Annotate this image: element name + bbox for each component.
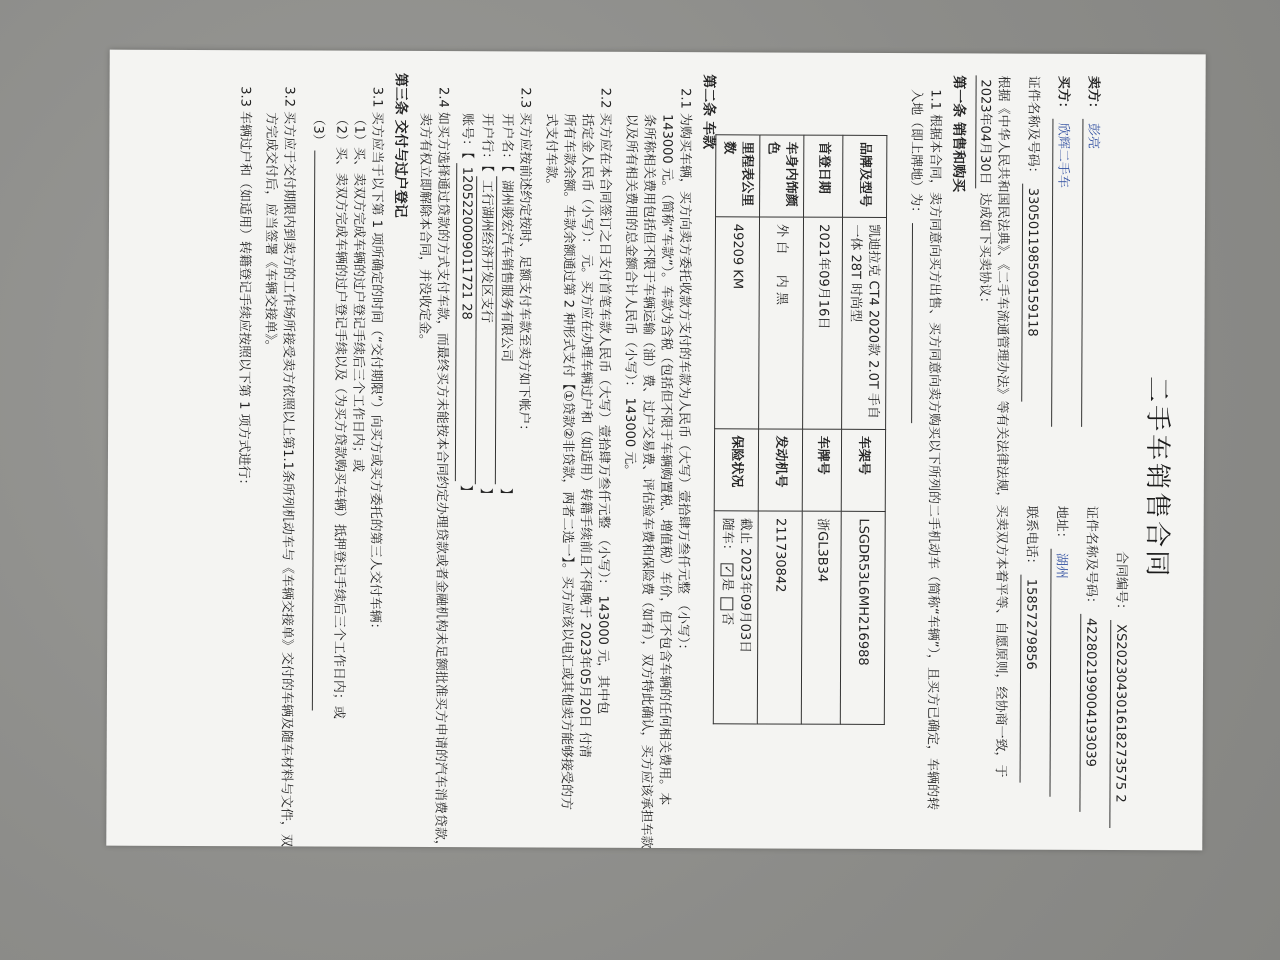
article2-clause2-line3: 所有车款余额。车款余额通过第 2 种形式支付【①贷款②非贷款，两者二选一】。买方应该以电汇或其他卖方能够接受的方 (558, 113, 577, 811)
color-exterior: 外 白 (773, 223, 790, 255)
insurance-follow-label: 随车： (719, 517, 735, 557)
bank-name-row (495, 113, 515, 501)
insurance-value (713, 511, 758, 724)
insurance-label: 保险状况 (714, 429, 758, 512)
contract-number-label: 合同编号： (1113, 550, 1129, 617)
mileage-label: 里程表公里数 (715, 135, 759, 218)
insurance-no-label: 否 (719, 612, 735, 626)
buyer-row (1052, 76, 1072, 427)
buyer-phone-row (1020, 506, 1040, 783)
bank-name-label: 开户名：【 (499, 113, 515, 172)
insurance-end-date: 截止 2023年09月03日 (736, 517, 753, 654)
article3-clause1: 3.1 买方应当于以下第 1 项所确定的时间（“交付期限”）向买方或买方委托的第三人交付车辆： (367, 86, 385, 636)
article3-clause2-line1: 3.2 买方应于交付期限内到卖方的工作场所接受卖方依照以上第1.1条所列机动车与《车辆交接单》交付的车辆及随车材料与文件，双 (278, 86, 297, 847)
buyer-id-label: 证件名称及号码： (1025, 75, 1041, 180)
insurance-yes-label: 是 (719, 577, 735, 591)
plate-value: 浙GL3B34 (801, 512, 841, 725)
vehicle-info-table (713, 134, 888, 725)
seller-id-label: 证件名称及号码： (1083, 505, 1099, 610)
table-row (757, 135, 804, 724)
contract-paper (106, 50, 1205, 851)
intro-paragraph (972, 75, 1011, 827)
table-row (840, 135, 887, 724)
article3-clause1-option1: （1）买、卖双方完成车辆的过户登记手续后三个工作日内；或 (349, 112, 367, 473)
vin-label: 车架号 (841, 429, 885, 512)
bank-name-value: 湖州骏宏汽车销售服务有限公司 (495, 176, 515, 484)
seller-row (1082, 76, 1102, 427)
bank-account-label: 账号：【 (459, 113, 475, 159)
buyer-phone-value: 15857279856 (1020, 575, 1039, 783)
color-label: 车身内饰颜色 (759, 135, 803, 218)
color-interior: 内 黑 (773, 274, 789, 305)
mileage-value: 49209 KM (714, 217, 759, 429)
article2-title: 第二条 车款 (700, 74, 717, 150)
buyer-id-value: 330501198509159118 (1022, 184, 1041, 402)
article2-clause3: 2.3 买方应按前述约定按时、足额支付车款至卖方如下帐户： (516, 87, 533, 438)
article3-clause1-option3-label: （3） (310, 112, 326, 147)
intro-end-text: 达成如下买卖协议： (977, 192, 993, 310)
checkbox-empty-icon (721, 597, 734, 610)
reg-date-label: 首登日期 (803, 135, 842, 218)
article3-title: 第三条 交付与过户登记 (392, 72, 409, 218)
bank-branch-value: 工行湖州经济开发区支行 (475, 176, 495, 484)
article2-clause1-line2: 143000 元。（简称“车款”）。车款为含税（包括但不限于车辆购置税、增值税）车价，但不包含车辆的任何相关费用。本 (656, 114, 675, 806)
article2-clause2-line1: 2.2 买方应在本合同签订之日支付首笔车款人民币（大写）壹拾肆万叁仟元整 （小写）： 143000 元，其中包 (594, 87, 613, 715)
seller-label: 卖方： (1085, 75, 1101, 115)
bank-account-bracket: 】 (457, 484, 473, 499)
seller-name: 彭亮 (1082, 119, 1102, 427)
intro-text: 根据《中华人民共和国民法典》、《二手车流通管理办法》等有关法律法规，买卖双方本着平等、自愿原则，经协商一致，于 (992, 75, 1011, 778)
article1-clause1 (904, 89, 943, 819)
contract-title: 二手车销售合同 (1141, 376, 1173, 580)
buyer-address-value: 湖州 (1050, 549, 1070, 797)
checkbox-checked-icon: ✓ (721, 563, 734, 576)
bank-account-row (455, 113, 475, 498)
contract-number-value: XS202304301618273575 2 (1110, 620, 1129, 828)
bank-branch-label: 开户行：【 (479, 113, 495, 172)
article1-title: 第一条 销售和购买 (950, 75, 967, 193)
contract-number (1110, 551, 1130, 828)
bank-account-value: 1205220009011721 28 (455, 163, 475, 481)
article2-clause1-line3: 条所称相关费用包括但不限于车辆运输（油）费、过户交易费、评估验车费和保险费（如有），双方特此确认，买方应该承担车款 (638, 113, 657, 849)
reg-date-value: 2021年09月16日 (802, 218, 842, 430)
insurance-follow (718, 518, 736, 718)
article2-clause1-line1: 2.1 为购买车辆，买方向卖方委托收款方支付的车款为人民币（大写）壹拾肆万叁仟元整 （小写）： (675, 88, 693, 657)
brand-value: 凯迪拉克 CT4 2020款 2.0T 手自一体 28T 时尚型 (841, 218, 886, 430)
color-value (758, 217, 803, 429)
brand-label: 品牌及型号 (842, 135, 886, 218)
table-row (801, 135, 843, 724)
buyer-phone-label: 联系电话： (1023, 505, 1039, 571)
buyer-label: 买方： (1055, 75, 1071, 115)
article3-clause2-line2: 方完成交付后，应当签署《车辆交接单》。 (262, 112, 279, 353)
intro-date: 2023年04月30日 (975, 75, 994, 188)
seller-id-row (1080, 506, 1100, 812)
seller-id-value: 422802199004193039 (1080, 614, 1099, 812)
vin-value: LSGDR53L6MH216988 (840, 512, 885, 725)
article2-clause2-line2: 括定金人民币（小写）： 元。买方应在办理车辆过户和（如适用）转籍手续前且不得晚于 2023年05月20日 付清 (576, 113, 595, 758)
engine-value: 211730842 (757, 511, 802, 724)
table-row (713, 135, 760, 724)
contract-document (176, 72, 1179, 853)
article3-clause1-option2: （2）买、卖双方完成车辆的过户登记手续以及（为买方贷款购买车辆）抵押登记手续后三个工作日内；或 (330, 112, 349, 719)
bank-name-bracket: 】 (497, 488, 513, 502)
article3-clause1-option3 (306, 112, 327, 710)
bank-branch-row (475, 113, 495, 501)
article2-clause4-line1: 2.4 如买方选择通过贷款的方式支付车款，而最终买方未能按本合同约定办理贷款或者金融机构未足额批准买方申请的汽车消费贷款， (432, 87, 451, 853)
buyer-name: 欣辉二手车 (1052, 119, 1072, 427)
buyer-address-row (1050, 506, 1070, 797)
buyer-address-label: 地址： (1053, 505, 1069, 545)
article2-clause1-line4: 以及所有相关费用的总金额合计人民币（小写）： 143000 元。 (621, 113, 639, 478)
buyer-id-row (1022, 76, 1042, 402)
engine-label: 发动机号 (758, 429, 802, 512)
article3-clause3: 3.3 车辆过户和（如适用）转籍登记手续应按照以下第 1 项方式进行： (235, 86, 253, 492)
transfer-location-blank (912, 223, 926, 423)
bank-branch-bracket: 】 (477, 488, 493, 502)
article1-clause1-text: 1.1 根据本合同，卖方同意向买方出售、买方同意向卖方购买以下所列的二手机动车（简称“车辆”），且买方已确定，车辆的转入地（即上牌地）为： (908, 89, 943, 811)
plate-label: 车牌号 (802, 429, 841, 512)
article2-clause4-line2: 卖方有权立即解除本合同，并没收定金。 (416, 112, 433, 348)
article2-clause2-line4: 式支付车款。 (543, 113, 559, 192)
option3-blank (312, 151, 327, 711)
